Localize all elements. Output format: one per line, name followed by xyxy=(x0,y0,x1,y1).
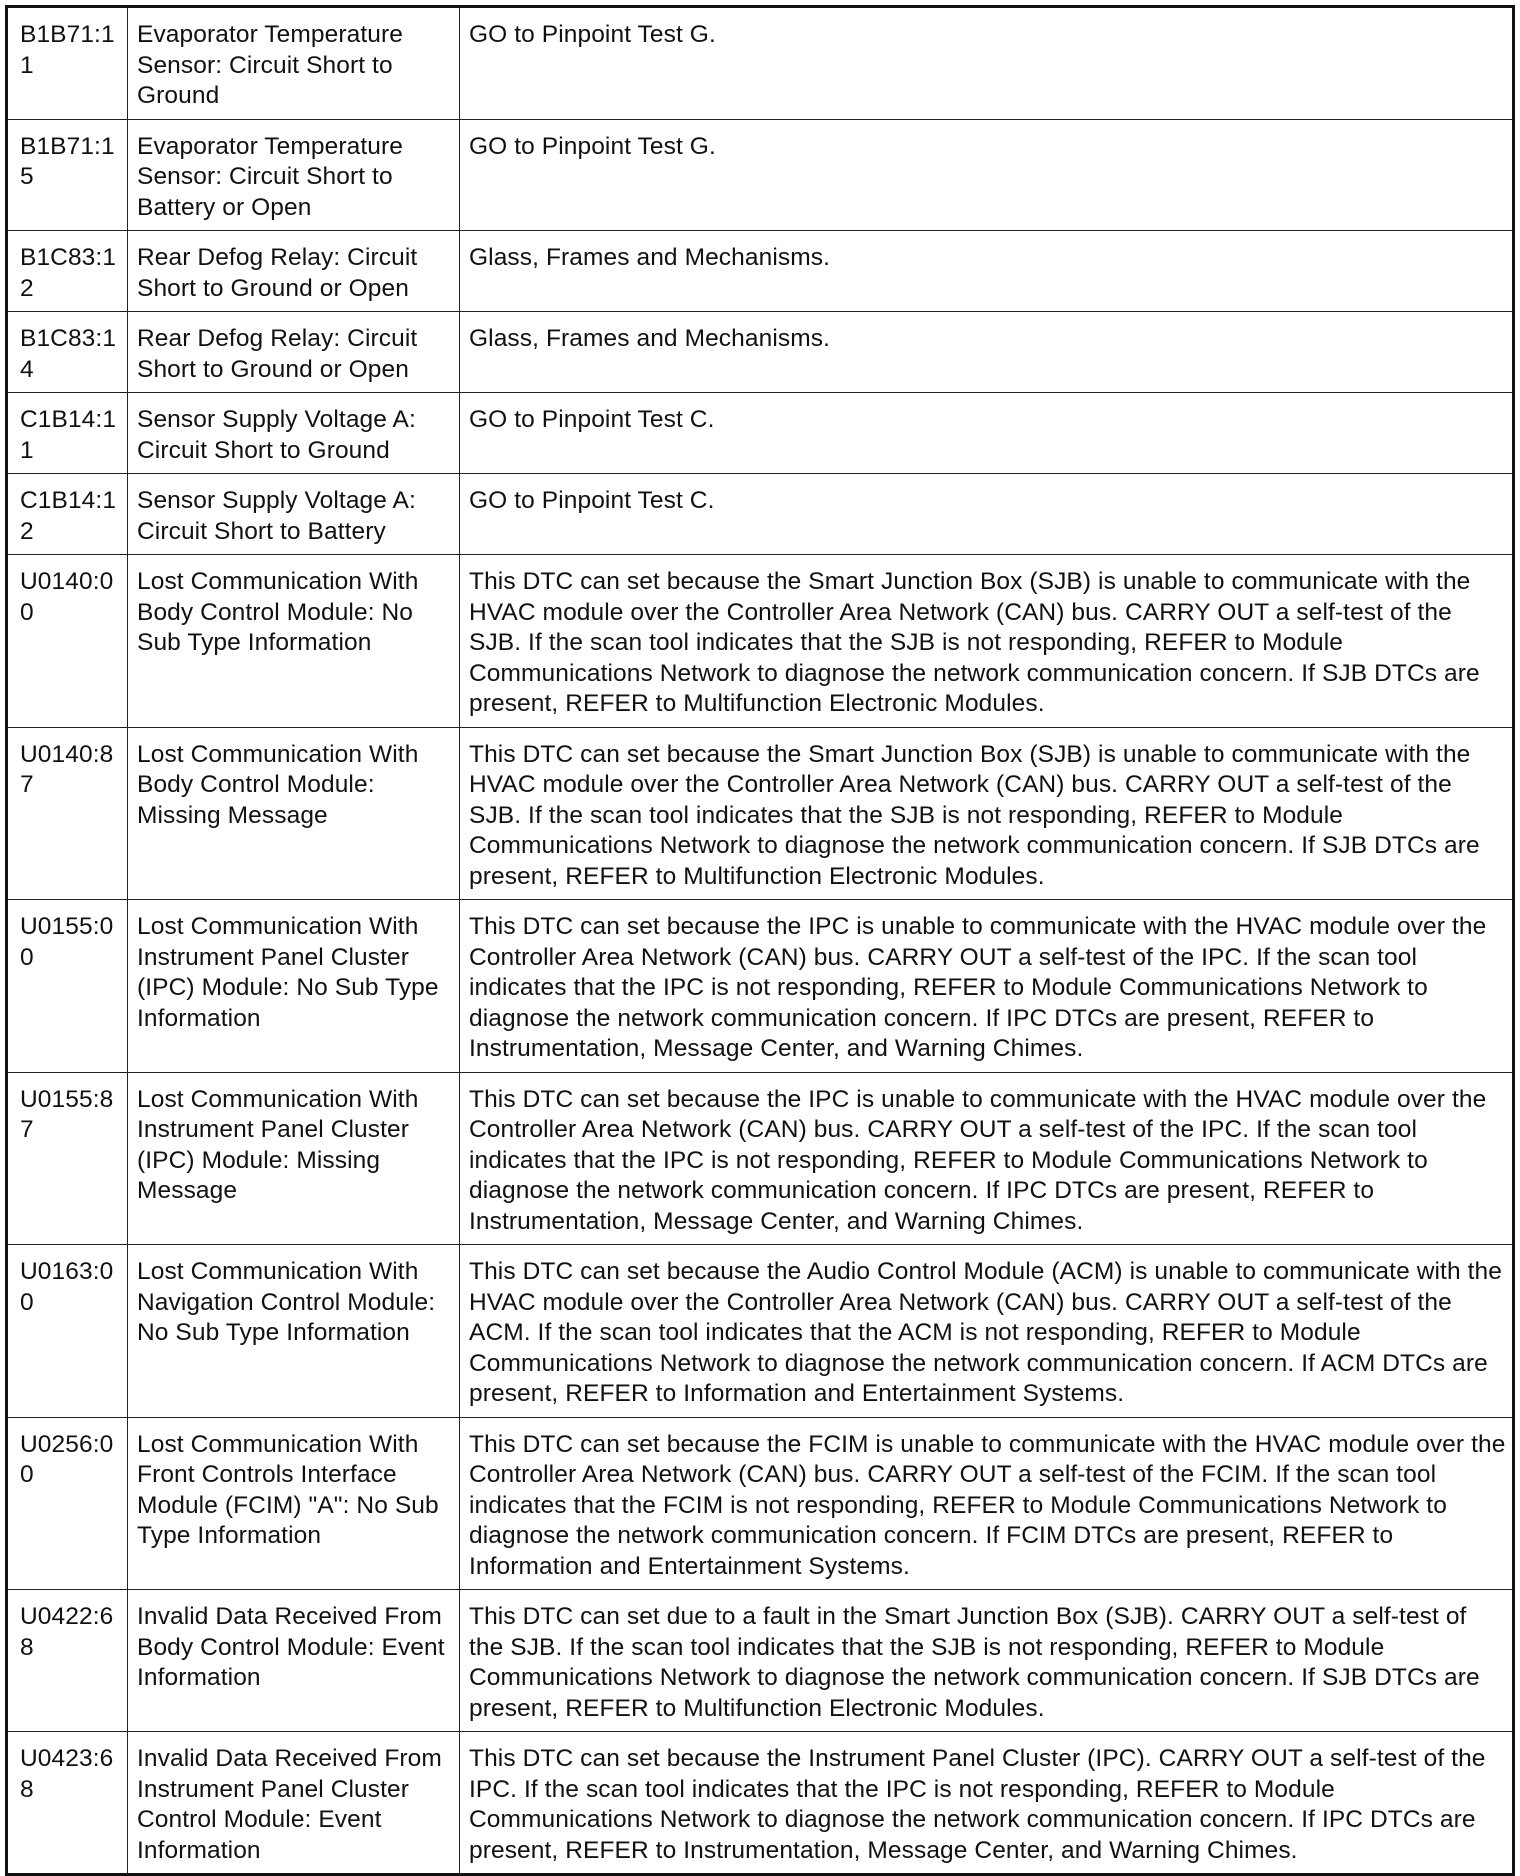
dtc-code: U0256:00 xyxy=(7,1417,128,1590)
table-row xyxy=(7,474,1514,555)
dtc-description: Evaporator Temperature Sensor: Circuit Short to Ground xyxy=(128,7,460,120)
dtc-code: B1C83:14 xyxy=(7,312,128,393)
table-row xyxy=(7,1732,1514,1875)
dtc-action: GO to Pinpoint Test C. xyxy=(460,393,1514,474)
dtc-code: U0155:87 xyxy=(7,1072,128,1245)
dtc-code: B1C83:12 xyxy=(7,231,128,312)
dtc-description: Lost Communication With Navigation Control Module: No Sub Type Information xyxy=(128,1245,460,1418)
dtc-description: Sensor Supply Voltage A: Circuit Short to Ground xyxy=(128,393,460,474)
table-row xyxy=(7,1245,1514,1418)
dtc-action: This DTC can set because the Smart Junction Box (SJB) is unable to communicate with the HVAC module over the Controller Area Network (CAN) bus. CARRY OUT a self-test of the SJB. If the scan tool indicates that the SJB is not responding, REFER to Module Communications Network to diagnose the network communication concern. If SJB DTCs are present, REFER to Multifunction Electronic Modules. xyxy=(460,727,1514,900)
dtc-description: Lost Communication With Front Controls Interface Module (FCIM) "A": No Sub Type Information xyxy=(128,1417,460,1590)
dtc-description: Invalid Data Received From Body Control Module: Event Information xyxy=(128,1590,460,1732)
dtc-code: U0163:00 xyxy=(7,1245,128,1418)
dtc-action: This DTC can set because the IPC is unable to communicate with the HVAC module over the Controller Area Network (CAN) bus. CARRY OUT a self-test of the IPC. If the scan tool indicates that the IPC is not responding, REFER to Module Communications Network to diagnose the network communication concern. If IPC DTCs are present, REFER to Instrumentation, Message Center, and Warning Chimes. xyxy=(460,1072,1514,1245)
table-row xyxy=(7,312,1514,393)
dtc-action: This DTC can set because the Instrument Panel Cluster (IPC). CARRY OUT a self-test of the IPC. If the scan tool indicates that the IPC is not responding, REFER to Module Communications Network to diagnose the network communication concern. If IPC DTCs are present, REFER to Instrumentation, Message Center, and Warning Chimes. xyxy=(460,1732,1514,1875)
dtc-description: Evaporator Temperature Sensor: Circuit Short to Battery or Open xyxy=(128,119,460,231)
dtc-action: This DTC can set due to a fault in the Smart Junction Box (SJB). CARRY OUT a self-test of the SJB. If the scan tool indicates that the SJB is not responding, REFER to Module Communications Network to diagnose the network communication concern. If SJB DTCs are present, REFER to Multifunction Electronic Modules. xyxy=(460,1590,1514,1732)
dtc-code: C1B14:11 xyxy=(7,393,128,474)
dtc-action: GO to Pinpoint Test G. xyxy=(460,119,1514,231)
dtc-action: GO to Pinpoint Test C. xyxy=(460,474,1514,555)
dtc-code: U0140:00 xyxy=(7,555,128,728)
dtc-code: C1B14:12 xyxy=(7,474,128,555)
dtc-table xyxy=(5,5,1515,1876)
dtc-action: Glass, Frames and Mechanisms. xyxy=(460,312,1514,393)
table-row xyxy=(7,727,1514,900)
dtc-description: Lost Communication With Body Control Module: No Sub Type Information xyxy=(128,555,460,728)
table-row xyxy=(7,1590,1514,1732)
dtc-action: This DTC can set because the FCIM is unable to communicate with the HVAC module over the Controller Area Network (CAN) bus. CARRY OUT a self-test of the FCIM. If the scan tool indicates that the FCIM is not responding, REFER to Module Communications Network to diagnose the network communication concern. If FCIM DTCs are present, REFER to Information and Entertainment Systems. xyxy=(460,1417,1514,1590)
table-row xyxy=(7,7,1514,120)
dtc-code: B1B71:15 xyxy=(7,119,128,231)
dtc-code: U0423:68 xyxy=(7,1732,128,1875)
dtc-description: Sensor Supply Voltage A: Circuit Short to Battery xyxy=(128,474,460,555)
dtc-code: U0422:68 xyxy=(7,1590,128,1732)
dtc-action: Glass, Frames and Mechanisms. xyxy=(460,231,1514,312)
dtc-description: Invalid Data Received From Instrument Panel Cluster Control Module: Event Information xyxy=(128,1732,460,1875)
dtc-code: B1B71:11 xyxy=(7,7,128,120)
dtc-action: This DTC can set because the IPC is unable to communicate with the HVAC module over the Controller Area Network (CAN) bus. CARRY OUT a self-test of the IPC. If the scan tool indicates that the IPC is not responding, REFER to Module Communications Network to diagnose the network communication concern. If IPC DTCs are present, REFER to Instrumentation, Message Center, and Warning Chimes. xyxy=(460,900,1514,1073)
table-row xyxy=(7,1417,1514,1590)
dtc-code: U0140:87 xyxy=(7,727,128,900)
table-row xyxy=(7,393,1514,474)
dtc-description: Lost Communication With Instrument Panel Cluster (IPC) Module: No Sub Type Information xyxy=(128,900,460,1073)
dtc-description: Lost Communication With Body Control Module: Missing Message xyxy=(128,727,460,900)
dtc-code: U0155:00 xyxy=(7,900,128,1073)
dtc-description: Rear Defog Relay: Circuit Short to Ground or Open xyxy=(128,231,460,312)
dtc-description: Lost Communication With Instrument Panel Cluster (IPC) Module: Missing Message xyxy=(128,1072,460,1245)
dtc-description: Rear Defog Relay: Circuit Short to Ground or Open xyxy=(128,312,460,393)
table-row xyxy=(7,1072,1514,1245)
dtc-action: This DTC can set because the Smart Junction Box (SJB) is unable to communicate with the HVAC module over the Controller Area Network (CAN) bus. CARRY OUT a self-test of the SJB. If the scan tool indicates that the SJB is not responding, REFER to Module Communications Network to diagnose the network communication concern. If SJB DTCs are present, REFER to Multifunction Electronic Modules. xyxy=(460,555,1514,728)
table-row xyxy=(7,555,1514,728)
table-row xyxy=(7,231,1514,312)
table-row xyxy=(7,119,1514,231)
dtc-action: This DTC can set because the Audio Control Module (ACM) is unable to communicate with the HVAC module over the Controller Area Network (CAN) bus. CARRY OUT a self-test of the ACM. If the scan tool indicates that the ACM is not responding, REFER to Module Communications Network to diagnose the network communication concern. If ACM DTCs are present, REFER to Information and Entertainment Systems. xyxy=(460,1245,1514,1418)
dtc-action: GO to Pinpoint Test G. xyxy=(460,7,1514,120)
table-row xyxy=(7,900,1514,1073)
